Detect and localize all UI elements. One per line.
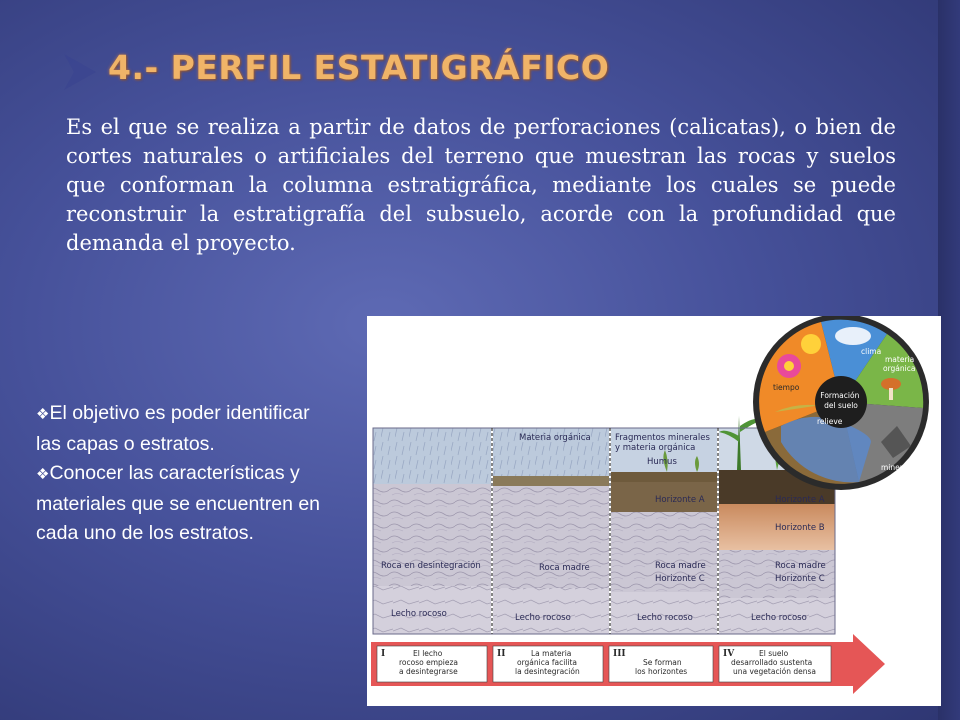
title-arrow-icon [62, 52, 98, 92]
description-paragraph: Es el que se realiza a partir de datos de perforaciones (calicatas), o bien de cortes naturales o artificiales del terreno que muestran las rocas y suelos que conforman la columna estratigráfica, mediante los cuales se puede reconstruir la estratigrafía del subsuelo, acorde con la profundidad que demanda el proyecto. [66, 115, 896, 255]
stage-caption: desarrollado sustenta [731, 658, 813, 667]
stage-caption: orgánica facilita [517, 658, 577, 667]
wheel-center-line: Formación [820, 391, 860, 400]
stage-caption: una vegetación densa [733, 667, 817, 676]
soil-formation-illustration [367, 316, 941, 706]
panel-4-label: Roca madre [775, 561, 826, 571]
bullet-list [36, 399, 336, 549]
wheel-label: minerales [881, 463, 919, 472]
stage-caption: Se forman [643, 658, 682, 667]
stage-number: IV [723, 649, 735, 659]
soil-formation-wheel [753, 316, 929, 490]
wheel-label: relieve [817, 417, 843, 426]
stage-caption: la desintegración [515, 667, 580, 676]
panel-2-label: Lecho rocoso [515, 613, 571, 623]
panels [373, 416, 835, 634]
stage-number: III [613, 649, 626, 659]
panel-2-label: Roca madre [539, 563, 590, 573]
panel-3-label: Horizonte A [655, 495, 705, 505]
right-edge-bar [938, 0, 960, 720]
panel-3-label: Horizonte C [655, 574, 705, 584]
panel-4-label: Horizonte C [775, 574, 825, 584]
panel-3-label: Fragmentos minerales [615, 433, 710, 443]
stage-caption: El lecho [413, 649, 443, 658]
wheel-center-line: del suelo [824, 401, 858, 410]
bullet-item [36, 399, 336, 459]
panel-3-label: Lecho rocoso [637, 613, 693, 623]
wheel-center-label [820, 391, 861, 410]
panel-4-label: Horizonte B [775, 523, 825, 533]
panel-3-label: Humus [647, 457, 677, 467]
diamond-bullet-icon: ❖ [36, 406, 50, 423]
panel-4-label: Lecho rocoso [751, 613, 807, 623]
wheel-label: tiempo [773, 383, 800, 392]
panel-4-label: Horizonte A [775, 495, 825, 505]
stage-caption: los horizontes [635, 667, 688, 676]
stage-caption: El suelo [759, 649, 789, 658]
bullet-text: El objetivo es poder identificar las capas o estratos. [36, 402, 310, 455]
stage-number: II [497, 649, 506, 659]
stage-number: I [381, 649, 386, 659]
panel-2-label: Materia orgánica [519, 433, 591, 443]
panel-1-label: Roca en desintegración [381, 561, 481, 571]
stage-caption: rocoso empieza [399, 658, 459, 667]
slide-title: 4.- PERFIL ESTATIGRÁFICO [108, 48, 610, 87]
panel-1-label: Lecho rocoso [391, 609, 447, 619]
panel-3-label: Roca madre [655, 561, 706, 571]
wheel-label: materia orgánica [883, 355, 916, 373]
sun-icon [801, 334, 821, 354]
bullet-text: Conocer las características y materiales que se encuentren en cada uno de los estratos. [36, 462, 321, 544]
panel-2 [493, 428, 609, 634]
stage-caption: a desintegrarse [399, 667, 458, 676]
diamond-bullet-icon: ❖ [36, 466, 50, 483]
stage-caption: La materia [531, 649, 572, 658]
wheel-label: clima [861, 347, 882, 356]
panel-1 [373, 428, 491, 634]
bullet-item [36, 459, 336, 549]
panel-3-label: y materia orgánica [615, 443, 696, 453]
cloud-icon [835, 327, 871, 345]
soil-formation-figure [367, 316, 941, 706]
